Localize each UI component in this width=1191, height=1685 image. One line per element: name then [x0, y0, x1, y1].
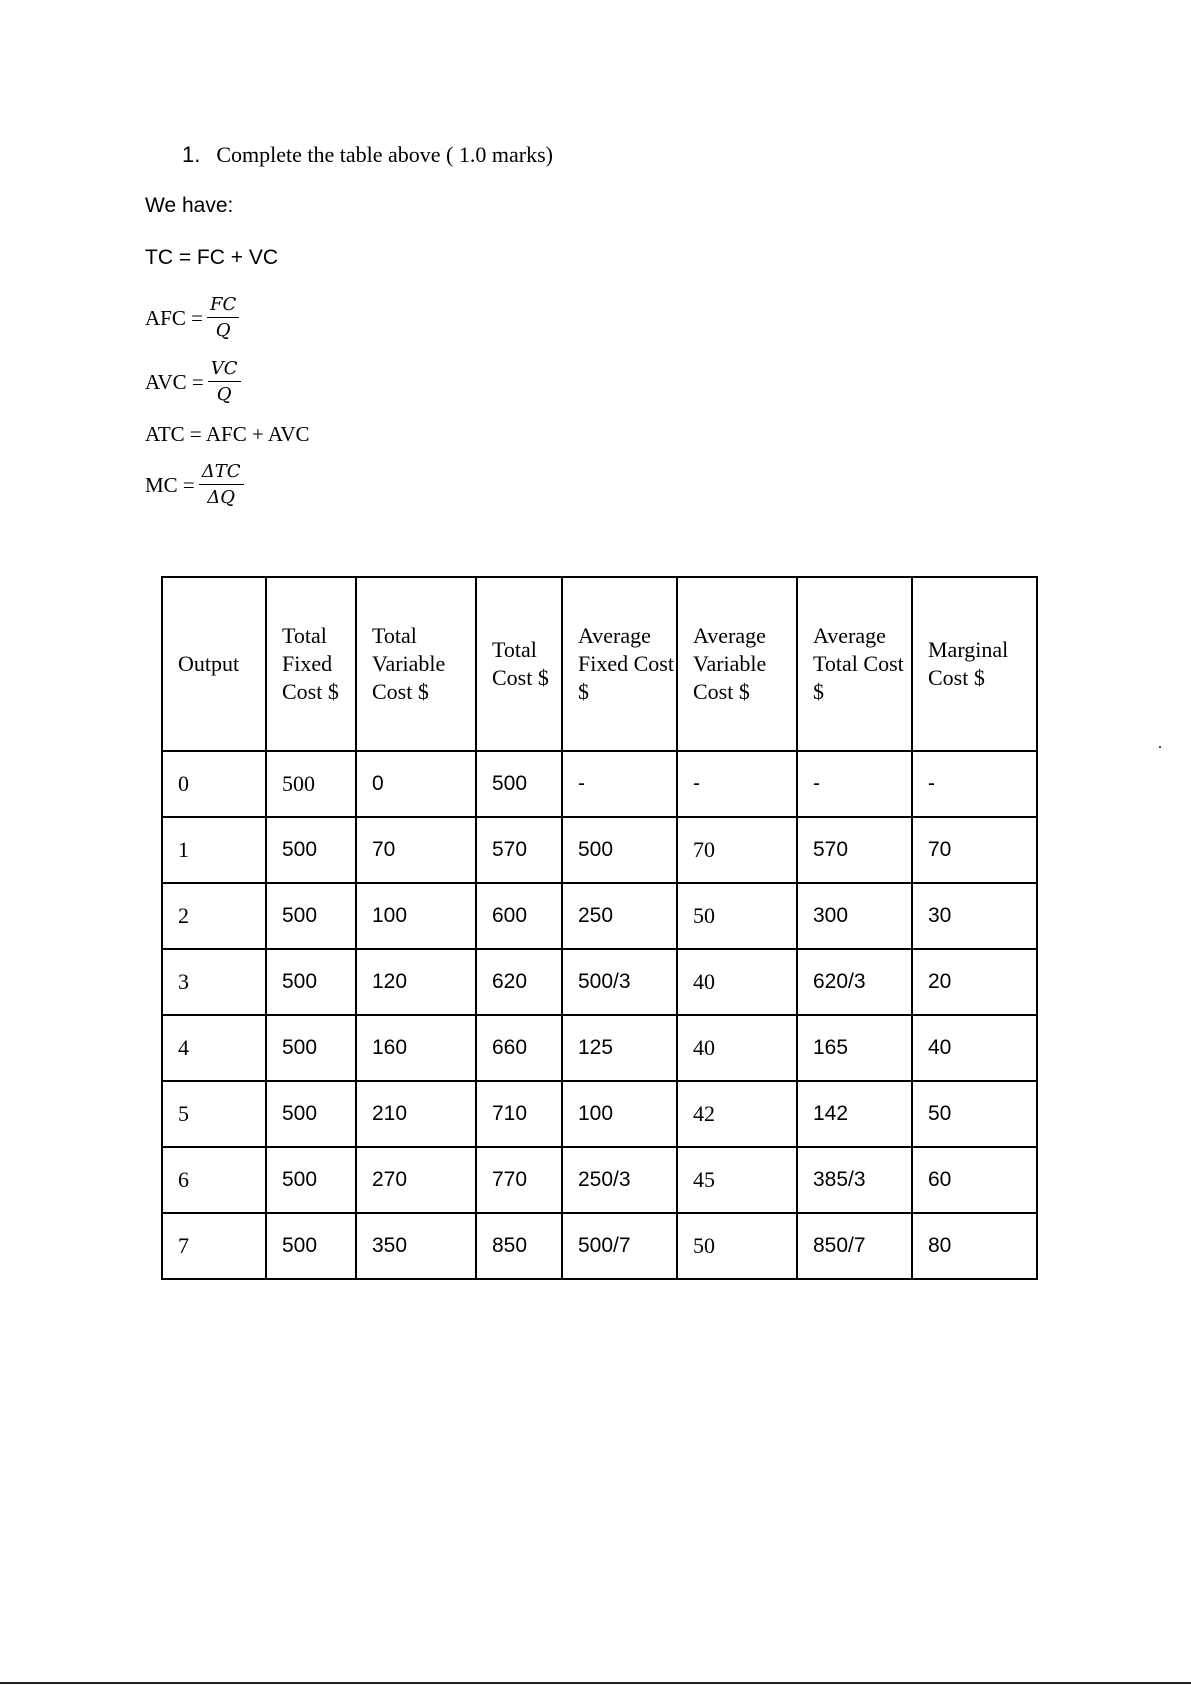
cell-average-fixed-cost: 250/3	[562, 1147, 677, 1213]
cell-average-variable-cost: 70	[677, 817, 797, 883]
cell-average-fixed-cost: 500/3	[562, 949, 677, 1015]
cell-average-total-cost: 142	[797, 1081, 912, 1147]
stray-dot	[1159, 746, 1161, 748]
cell-total-fixed-cost: 500	[266, 751, 356, 817]
cell-output: 3	[162, 949, 266, 1015]
cell-total-variable-cost: 120	[356, 949, 476, 1015]
cell-marginal-cost: -	[912, 751, 1037, 817]
question-number: 1.	[182, 142, 201, 167]
cell-marginal-cost: 80	[912, 1213, 1037, 1279]
cell-total-fixed-cost: 500	[266, 1081, 356, 1147]
intro-text: We have:	[145, 194, 234, 217]
cell-total-variable-cost: 70	[356, 817, 476, 883]
formula-avc-denominator: Q	[216, 384, 232, 405]
cell-total-cost: 850	[476, 1213, 562, 1279]
formula-afc-lhs: AFC =	[145, 305, 203, 330]
cell-total-fixed-cost: 500	[266, 949, 356, 1015]
formula-afc-fraction	[207, 294, 239, 342]
cell-marginal-cost: 50	[912, 1081, 1037, 1147]
cell-average-total-cost: 165	[797, 1015, 912, 1081]
cell-output: 6	[162, 1147, 266, 1213]
cell-total-variable-cost: 0	[356, 751, 476, 817]
table-row	[162, 883, 1037, 949]
cell-total-fixed-cost: 500	[266, 1213, 356, 1279]
formula-avc-lhs: AVC =	[145, 369, 204, 394]
cell-average-fixed-cost: 500/7	[562, 1213, 677, 1279]
cell-total-cost: 770	[476, 1147, 562, 1213]
cell-total-fixed-cost: 500	[266, 1147, 356, 1213]
header-average-fixed-cost: Average Fixed Cost $	[562, 577, 677, 751]
table-header-row	[162, 577, 1037, 751]
cell-total-variable-cost: 350	[356, 1213, 476, 1279]
question-text: Complete the table above ( 1.0 marks)	[216, 142, 553, 167]
formula-afc	[145, 294, 239, 342]
cell-marginal-cost: 60	[912, 1147, 1037, 1213]
formula-mc-fraction	[199, 461, 244, 509]
formula-avc	[145, 358, 241, 406]
table-row	[162, 817, 1037, 883]
formula-avc-fraction	[208, 358, 241, 406]
table-row	[162, 1015, 1037, 1081]
cell-total-fixed-cost: 500	[266, 883, 356, 949]
cell-marginal-cost: 30	[912, 883, 1037, 949]
cell-total-fixed-cost: 500	[266, 1015, 356, 1081]
cell-average-fixed-cost: 500	[562, 817, 677, 883]
formula-mc	[145, 461, 244, 509]
formula-atc-text: ATC = AFC + AVC	[145, 422, 310, 446]
cell-total-cost: 500	[476, 751, 562, 817]
cell-average-variable-cost: 40	[677, 1015, 797, 1081]
table-row	[162, 1081, 1037, 1147]
cell-output: 0	[162, 751, 266, 817]
cell-average-variable-cost: 50	[677, 883, 797, 949]
cell-output: 4	[162, 1015, 266, 1081]
cell-total-variable-cost: 270	[356, 1147, 476, 1213]
cell-average-total-cost: -	[797, 751, 912, 817]
cell-total-cost: 710	[476, 1081, 562, 1147]
page-bottom-rule	[0, 1682, 1191, 1684]
cell-total-variable-cost: 100	[356, 883, 476, 949]
cell-average-variable-cost: -	[677, 751, 797, 817]
header-average-total-cost: Average Total Cost $	[797, 577, 912, 751]
table-row	[162, 1147, 1037, 1213]
cell-output: 2	[162, 883, 266, 949]
header-total-cost: Total Cost $	[476, 577, 562, 751]
cost-table	[161, 576, 1038, 1280]
header-average-variable-cost: Average Variable Cost $	[677, 577, 797, 751]
cell-average-total-cost: 385/3	[797, 1147, 912, 1213]
cell-average-variable-cost: 42	[677, 1081, 797, 1147]
table-row	[162, 751, 1037, 817]
cell-marginal-cost: 20	[912, 949, 1037, 1015]
cell-average-variable-cost: 45	[677, 1147, 797, 1213]
formula-mc-numerator: ΔTC	[199, 461, 244, 485]
cell-average-variable-cost: 40	[677, 949, 797, 1015]
cell-output: 7	[162, 1213, 266, 1279]
cell-total-fixed-cost: 500	[266, 817, 356, 883]
table-row	[162, 1213, 1037, 1279]
cell-average-fixed-cost: 125	[562, 1015, 677, 1081]
cell-marginal-cost: 40	[912, 1015, 1037, 1081]
cell-average-fixed-cost: 100	[562, 1081, 677, 1147]
formula-afc-numerator: FC	[207, 294, 239, 318]
cell-average-total-cost: 620/3	[797, 949, 912, 1015]
cell-output: 1	[162, 817, 266, 883]
formula-avc-numerator: VC	[208, 358, 241, 382]
cell-average-total-cost: 300	[797, 883, 912, 949]
cell-average-total-cost: 570	[797, 817, 912, 883]
formula-afc-denominator: Q	[215, 320, 231, 341]
cell-average-total-cost: 850/7	[797, 1213, 912, 1279]
cell-marginal-cost: 70	[912, 817, 1037, 883]
cell-total-cost: 660	[476, 1015, 562, 1081]
cell-total-variable-cost: 160	[356, 1015, 476, 1081]
cell-average-fixed-cost: -	[562, 751, 677, 817]
cell-average-variable-cost: 50	[677, 1213, 797, 1279]
cell-total-cost: 600	[476, 883, 562, 949]
cell-output: 5	[162, 1081, 266, 1147]
question-heading	[182, 142, 553, 168]
header-marginal-cost: Marginal Cost $	[912, 577, 1037, 751]
cell-total-cost: 620	[476, 949, 562, 1015]
formula-atc	[145, 422, 310, 447]
table-row	[162, 949, 1037, 1015]
formula-mc-denominator: ΔQ	[207, 487, 236, 508]
cell-total-cost: 570	[476, 817, 562, 883]
cell-average-fixed-cost: 250	[562, 883, 677, 949]
header-total-variable-cost: Total Variable Cost $	[356, 577, 476, 751]
formula-mc-lhs: MC =	[145, 472, 195, 497]
formula-tc: TC = FC + VC	[145, 246, 279, 269]
cell-total-variable-cost: 210	[356, 1081, 476, 1147]
header-total-fixed-cost: Total Fixed Cost $	[266, 577, 356, 751]
header-output: Output	[162, 577, 266, 751]
